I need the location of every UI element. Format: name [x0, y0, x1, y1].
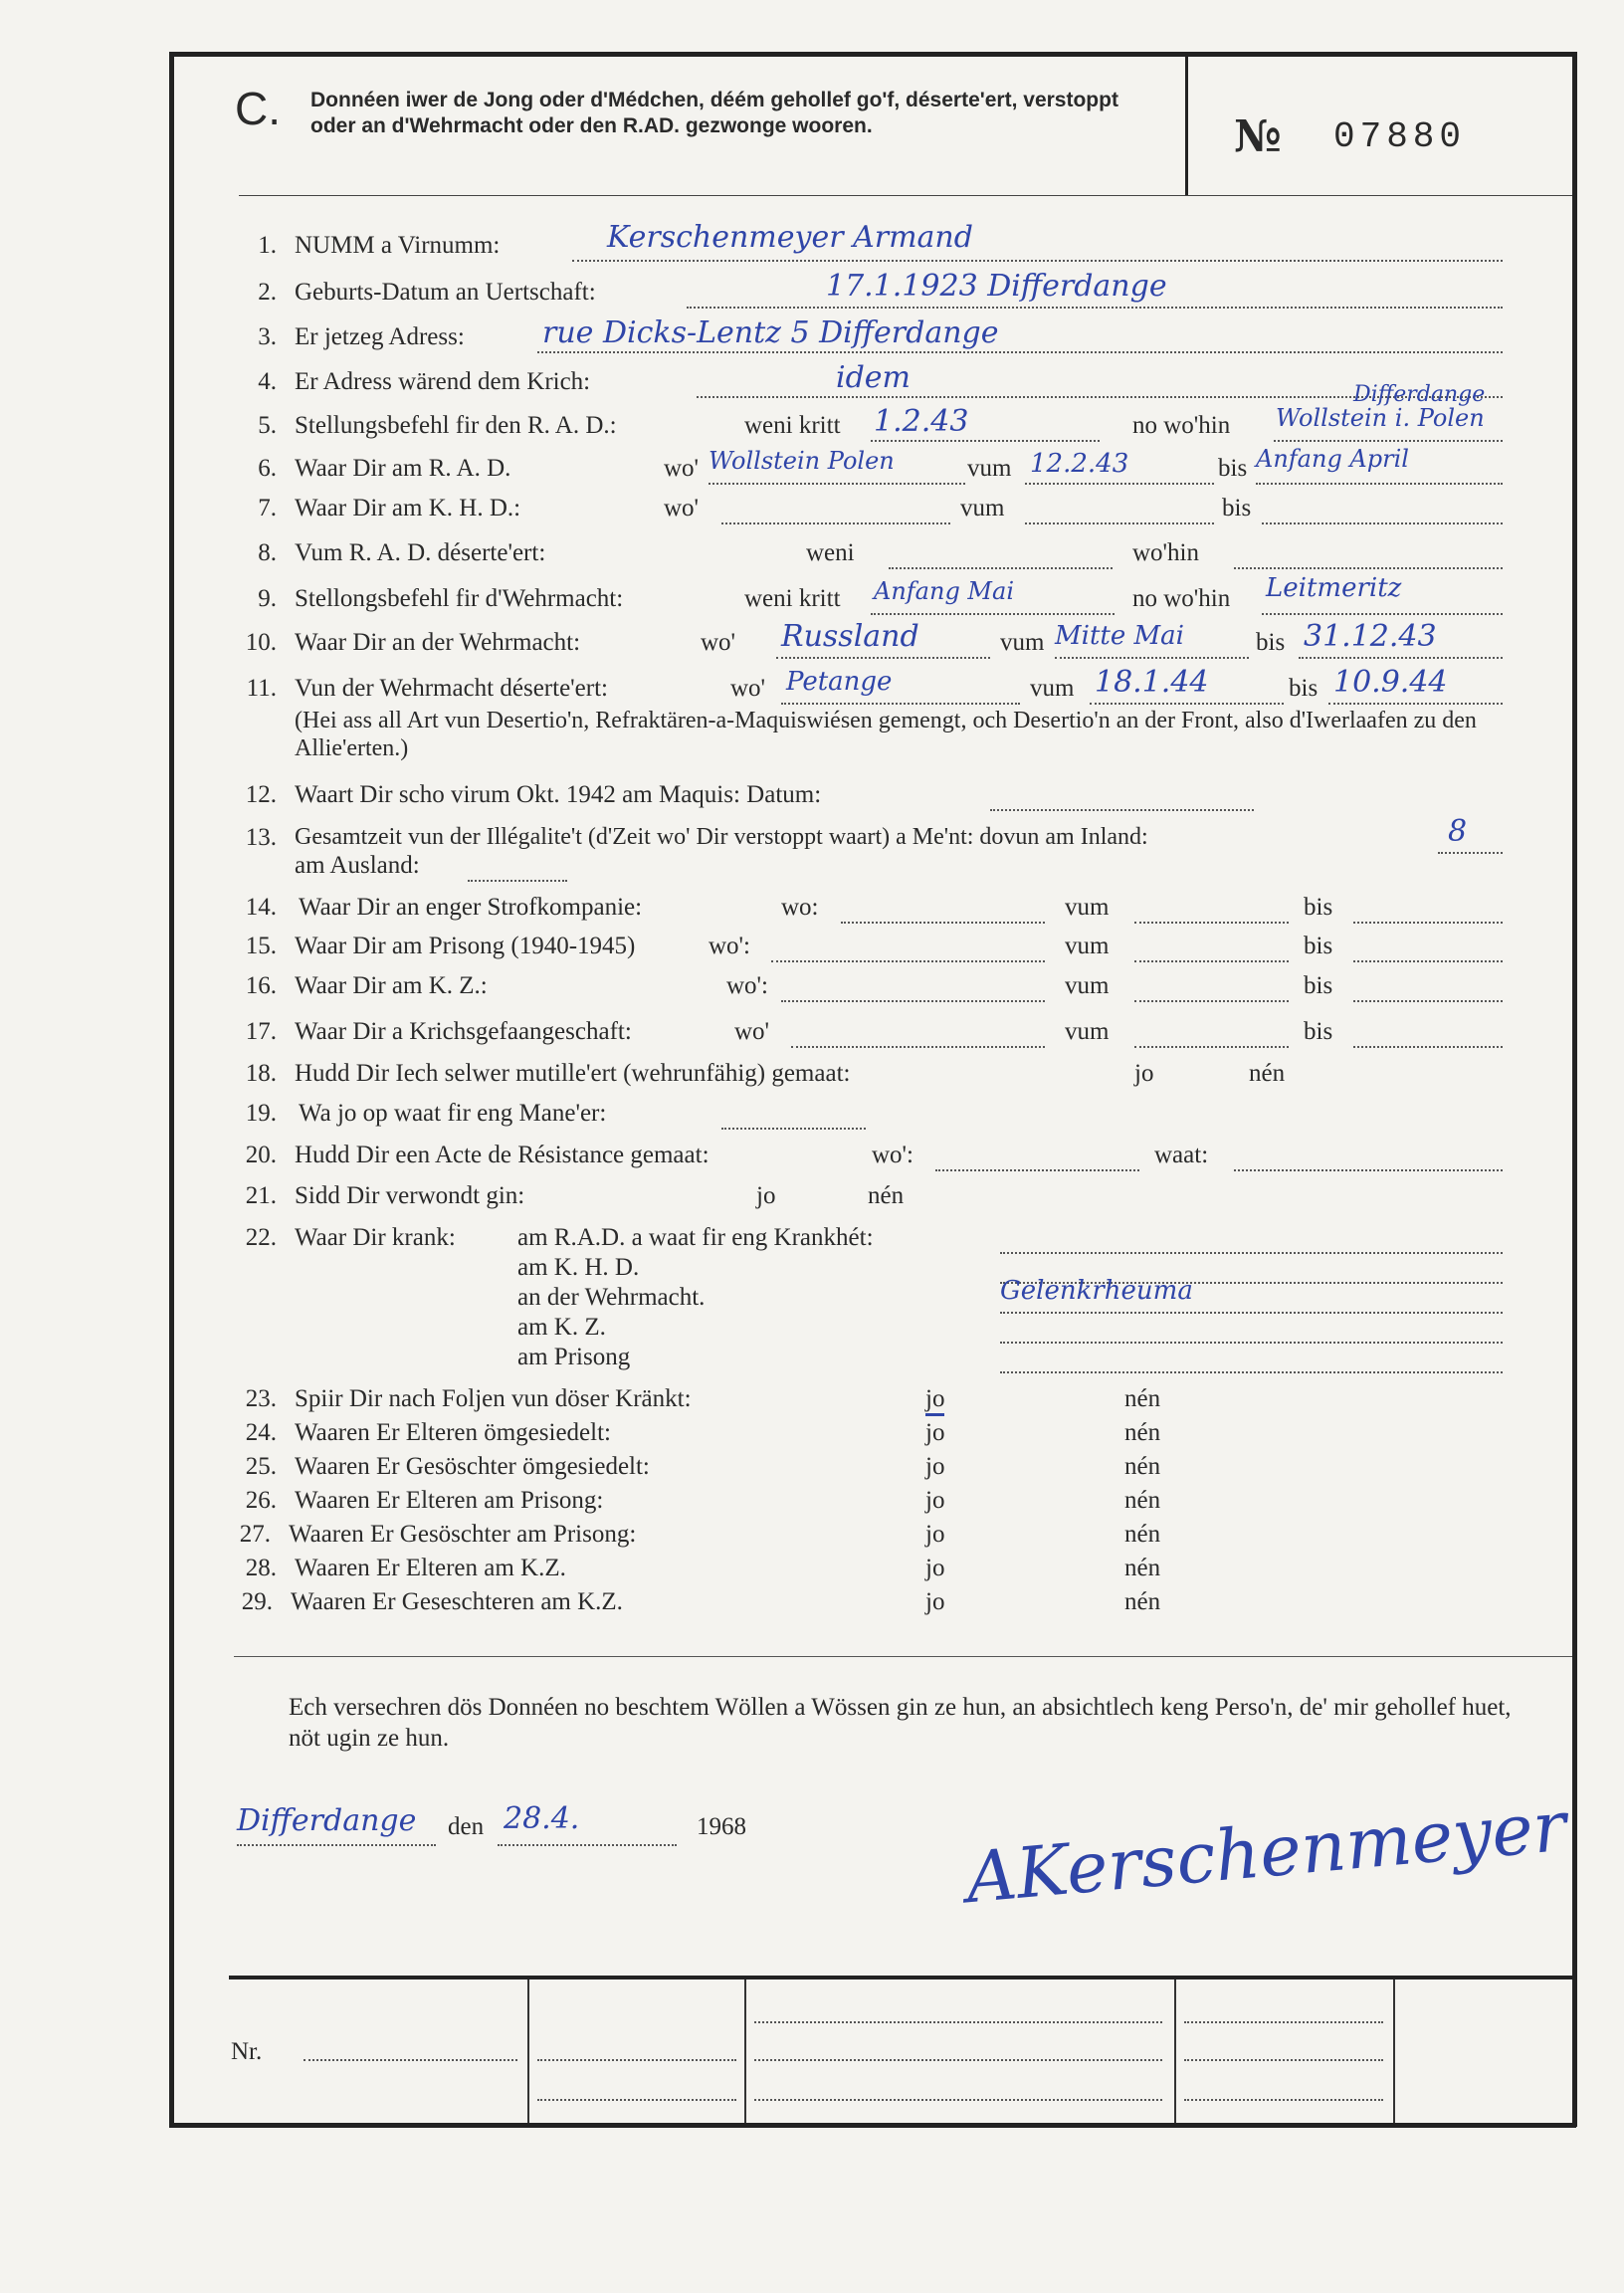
- question-6: [0, 445, 1624, 495]
- section-letter: C.: [235, 83, 281, 134]
- question-number: 25.: [245, 1453, 277, 1480]
- question-number: 11.: [246, 675, 277, 702]
- question-label: Geburts-Datum an Uertschaft:: [295, 279, 596, 306]
- footer-field[interactable]: [537, 2058, 736, 2061]
- question-15: [0, 933, 1624, 972]
- yes-option[interactable]: jo: [925, 1385, 944, 1416]
- number-label: №: [1234, 111, 1282, 162]
- question-number: 20.: [245, 1142, 277, 1168]
- question-label: Waaren Er Elteren am K.Z.: [295, 1555, 566, 1581]
- yes-option[interactable]: jo: [925, 1453, 945, 1480]
- answer-line[interactable]: [1328, 702, 1503, 705]
- question-label: Waaren Er Gesöschter ömgesiedelt:: [295, 1453, 650, 1480]
- footer-field[interactable]: [754, 2020, 1162, 2023]
- sub-label: weni kritt: [744, 412, 841, 439]
- no-option[interactable]: nén: [1124, 1521, 1161, 1548]
- question-19: [0, 1100, 1624, 1140]
- no-option[interactable]: nén: [1249, 1060, 1286, 1087]
- question-number: 29.: [241, 1588, 273, 1615]
- yes-option[interactable]: jo: [925, 1555, 945, 1581]
- answer-line[interactable]: [1234, 1168, 1503, 1171]
- header-divider: [1185, 57, 1188, 196]
- question-label: Spiir Dir nach Foljen vun döser Kränkt:: [295, 1385, 692, 1412]
- answer-line[interactable]: [1000, 1370, 1503, 1373]
- question-29: [0, 1588, 1624, 1628]
- answer-line[interactable]: [1234, 566, 1503, 569]
- handwritten-answer: Gelenkrheuma: [1000, 1276, 1193, 1306]
- sub-label: bis: [1304, 972, 1333, 999]
- nr-field[interactable]: [304, 2058, 517, 2061]
- question-number: 18.: [245, 1060, 277, 1087]
- question-label: Sidd Dir verwondt gin:: [295, 1182, 525, 1209]
- answer-line[interactable]: [776, 656, 990, 659]
- question-7: [0, 495, 1624, 534]
- sub-label: wo': [664, 495, 700, 521]
- declaration-statement: Ech versechren dös Donnéen no beschtem Wöllen a Wössen gin ze hun, an absichtlech keng Perso'n, de' mir gehollef huet, nöt ugin ze hun.: [289, 1694, 1512, 1752]
- question-number: 3.: [258, 323, 277, 350]
- answer-line[interactable]: [791, 1045, 1045, 1048]
- answer-line[interactable]: [721, 521, 950, 524]
- footer-field[interactable]: [754, 2098, 1162, 2101]
- question-number: 21.: [245, 1182, 277, 1209]
- answer-line[interactable]: [781, 999, 1045, 1002]
- sub-label: waat:: [1154, 1142, 1209, 1168]
- sub-label: bis: [1289, 675, 1319, 702]
- question-label: Waaren Er Elteren ömgesiedelt:: [295, 1419, 611, 1446]
- question-1: [0, 220, 1624, 272]
- question-label: Hudd Dir een Acte de Résistance gemaat:: [295, 1142, 710, 1168]
- footer-col-divider: [527, 1980, 529, 2123]
- question-label: Waar Dir krank:: [295, 1224, 456, 1251]
- question-label: Waart Dir scho virum Okt. 1942 am Maquis: Datum:: [295, 781, 822, 808]
- answer-line[interactable]: [1353, 921, 1503, 924]
- handwritten-answer: idem: [836, 360, 911, 395]
- question-14: [0, 894, 1624, 934]
- question-number: 12.: [245, 781, 277, 808]
- sub-label: wo':: [726, 972, 769, 999]
- signature: AKerschenmeyer: [962, 1784, 1570, 1920]
- question-number: 4.: [258, 368, 277, 395]
- handwritten-answer: 10.9.44: [1333, 665, 1448, 700]
- sub-label: vum: [967, 455, 1012, 482]
- yes-option[interactable]: jo: [925, 1419, 945, 1446]
- sub-label: bis: [1304, 1018, 1333, 1045]
- question-number: 22.: [245, 1224, 277, 1251]
- sub-label: am Prisong: [517, 1344, 631, 1370]
- question-label: Waar Dir an enger Strofkompanie:: [299, 894, 643, 921]
- answer-line[interactable]: [1134, 999, 1289, 1002]
- question-number: 17.: [245, 1018, 277, 1045]
- question-12: [0, 781, 1624, 821]
- den-label: den: [448, 1813, 485, 1840]
- sub-label: vum: [1000, 629, 1045, 656]
- question-number: 7.: [258, 495, 277, 521]
- answer-line[interactable]: [1134, 959, 1289, 962]
- sub-label: no wo'hin: [1132, 585, 1231, 612]
- answer-line[interactable]: [1134, 1045, 1289, 1048]
- sub-label: bis: [1304, 894, 1333, 921]
- sub-label: wo': [730, 675, 766, 702]
- year-label: 1968: [697, 1813, 746, 1840]
- footer-col-divider: [1393, 1980, 1395, 2123]
- question-label: Waar Dir an der Wehrmacht:: [295, 629, 581, 656]
- question-label: Waaren Er Gesöschter am Prisong:: [289, 1521, 637, 1548]
- no-option[interactable]: nén: [868, 1182, 905, 1209]
- question-16: [0, 972, 1624, 1012]
- handwritten-answer: 17.1.1923 Differdange: [826, 269, 1167, 304]
- question-number: 14.: [245, 894, 277, 921]
- answer-line[interactable]: [841, 921, 1045, 924]
- question-22-prisong: [0, 1344, 1624, 1383]
- sub-label: am K. Z.: [517, 1314, 606, 1341]
- yes-option[interactable]: jo: [756, 1182, 776, 1209]
- answer-line[interactable]: [1299, 656, 1503, 659]
- answer-line[interactable]: [468, 879, 567, 882]
- question-label: Stellongsbefehl fir d'Wehrmacht:: [295, 585, 624, 612]
- question-number: 23.: [245, 1385, 277, 1412]
- yes-option[interactable]: jo: [925, 1588, 945, 1615]
- answer-line[interactable]: [537, 350, 1503, 353]
- footer-field[interactable]: [1184, 2098, 1383, 2101]
- handwritten-date: 28.4.: [504, 1801, 580, 1836]
- question-3: [0, 315, 1624, 363]
- question-18: [0, 1060, 1624, 1100]
- question-label: Er Adress wärend dem Krich:: [295, 368, 591, 395]
- header-rule: [239, 195, 1572, 196]
- question-label: Vun der Wehrmacht déserte'ert:: [295, 675, 608, 702]
- no-option[interactable]: nén: [1124, 1487, 1161, 1514]
- question-number: 6.: [258, 455, 277, 482]
- footer-field[interactable]: [537, 2098, 736, 2101]
- handwritten-answer: 18.1.44: [1095, 665, 1209, 700]
- place-line[interactable]: [237, 1843, 436, 1846]
- answer-line[interactable]: [1353, 999, 1503, 1002]
- question-number: 27.: [239, 1521, 271, 1548]
- question-21: [0, 1182, 1624, 1222]
- sub-label: vum: [1030, 675, 1075, 702]
- sub-label: vum: [1065, 933, 1110, 959]
- sub-label: bis: [1218, 455, 1248, 482]
- question-label: Waar Dir am Prisong (1940-1945): [295, 933, 636, 959]
- answer-line[interactable]: [1262, 521, 1503, 524]
- question-17: [0, 1018, 1624, 1058]
- nr-label: Nr.: [231, 2038, 263, 2065]
- answer-line[interactable]: [1262, 612, 1503, 615]
- question-label: Gesamtzeit vun der Illégalite't (d'Zeit wo' Dir verstoppt waart) a Me'nt: dovun am Inland:: [295, 824, 1148, 850]
- answer-line[interactable]: [1353, 1045, 1503, 1048]
- handwritten-answer: 1.2.43: [874, 404, 969, 439]
- sub-label: bis: [1256, 629, 1286, 656]
- answer-line[interactable]: [889, 566, 1113, 569]
- date-line[interactable]: [498, 1843, 677, 1846]
- answer-line[interactable]: [687, 306, 1503, 309]
- answer-line[interactable]: [771, 959, 1045, 962]
- sub-label: wo':: [709, 933, 751, 959]
- question-11-note: (Hei ass all Art vun Desertio'n, Refraktären-a-Maquiswiésen gemengt, och Desertio'n an der Front, also d'Iwerlaafen zu den Allie'erten.): [295, 708, 1477, 761]
- answer-line[interactable]: [1134, 921, 1289, 924]
- sub-label: wo': [701, 629, 736, 656]
- footer-col-divider: [744, 1980, 746, 2123]
- handwritten-answer: Mitte Mai: [1055, 621, 1184, 651]
- question-number: 26.: [245, 1487, 277, 1514]
- question-label: Waar Dir am K. H. D.:: [295, 495, 521, 521]
- question-number: 1.: [258, 232, 277, 259]
- sub-label: wo':: [872, 1142, 914, 1168]
- answer-line[interactable]: [1025, 482, 1214, 485]
- question-label: Hudd Dir Iech selwer mutille'ert (wehrunfähig) gemaat:: [295, 1060, 851, 1087]
- frame-border-bottom: [169, 2123, 1576, 2128]
- footer-col-divider: [1174, 1980, 1176, 2123]
- form-number: 07880: [1333, 116, 1467, 157]
- no-option[interactable]: nén: [1124, 1588, 1161, 1615]
- sub-label: bis: [1222, 495, 1252, 521]
- handwritten-answer: Russland: [781, 619, 919, 654]
- handwritten-answer: 31.12.43: [1304, 619, 1437, 654]
- answer-line[interactable]: [1090, 702, 1284, 705]
- question-number: 2.: [258, 279, 277, 306]
- sub-label: vum: [960, 495, 1005, 521]
- question-number: 19.: [245, 1100, 277, 1127]
- section-separator: [234, 1656, 1572, 1657]
- handwritten-place: Differdange: [237, 1803, 417, 1838]
- no-option[interactable]: nén: [1124, 1555, 1161, 1581]
- question-label: am Ausland:: [295, 852, 420, 879]
- answer-line[interactable]: [709, 482, 965, 485]
- question-10: [0, 619, 1624, 669]
- question-label: Waar Dir a Krichsgefaangeschaft:: [295, 1018, 632, 1045]
- question-number: 15.: [245, 933, 277, 959]
- handwritten-answer: Petange: [786, 667, 893, 697]
- sub-label: wo:: [781, 894, 819, 921]
- handwritten-answer: Wollstein Polen: [709, 447, 895, 475]
- sub-label: am R.A.D. a waat fir eng Krankhét:: [517, 1224, 874, 1251]
- answer-line[interactable]: [871, 612, 1115, 615]
- sub-label: no wo'hin: [1132, 412, 1231, 439]
- yes-option[interactable]: jo: [925, 1487, 945, 1514]
- handwritten-answer: Wollstein i. Polen: [1276, 404, 1485, 432]
- sub-label: weni kritt: [744, 585, 841, 612]
- question-label: NUMM a Virnumm:: [295, 232, 501, 259]
- answer-line[interactable]: [721, 1127, 866, 1130]
- handwritten-answer: Kerschenmeyer Armand: [607, 220, 973, 255]
- question-number: 5.: [258, 412, 277, 439]
- handwritten-answer: Anfang April: [1256, 445, 1409, 473]
- answer-line[interactable]: [1274, 439, 1503, 442]
- question-label: Waaren Er Elteren am Prisong:: [295, 1487, 604, 1514]
- sub-label: wo': [734, 1018, 770, 1045]
- footer-field[interactable]: [1184, 2020, 1383, 2023]
- sub-label: vum: [1065, 1018, 1110, 1045]
- question-number: 13.: [245, 824, 277, 851]
- question-number: 28.: [245, 1555, 277, 1581]
- form-title: Donnéen iwer de Jong oder d'Médchen, déém gehollef go'f, déserte'ert, verstoppt oder an d'Wehrmacht oder den R.AD. gezwonge wooren.: [310, 89, 1118, 137]
- question-number: 24.: [245, 1419, 277, 1446]
- answer-line[interactable]: [990, 808, 1254, 811]
- handwritten-answer: Leitmeritz: [1266, 573, 1402, 603]
- answer-line[interactable]: [572, 259, 1503, 262]
- footer-field[interactable]: [1184, 2058, 1383, 2061]
- question-number: 16.: [245, 972, 277, 999]
- footer-field[interactable]: [754, 2058, 1162, 2061]
- handwritten-note: Differdange: [1353, 382, 1486, 407]
- answer-line[interactable]: [1256, 482, 1503, 485]
- sub-label: vum: [1065, 972, 1110, 999]
- answer-line[interactable]: [1055, 656, 1249, 659]
- question-label: Wa jo op waat fir eng Mane'er:: [299, 1100, 607, 1127]
- question-label: Stellungsbefehl fir den R. A. D.:: [295, 412, 617, 439]
- no-option[interactable]: nén: [1124, 1453, 1161, 1480]
- answer-line[interactable]: [935, 1168, 1139, 1171]
- question-label: Vum R. A. D. déserte'ert:: [295, 539, 546, 566]
- question-label: Waar Dir am K. Z.:: [295, 972, 488, 999]
- question-number: 8.: [258, 539, 277, 566]
- question-number: 10.: [245, 629, 277, 656]
- handwritten-answer: 8: [1448, 814, 1468, 849]
- question-2: [0, 269, 1624, 318]
- yes-option[interactable]: jo: [1134, 1060, 1154, 1087]
- answer-line[interactable]: [1353, 959, 1503, 962]
- no-option[interactable]: nén: [1124, 1419, 1161, 1446]
- sub-label: weni: [806, 539, 855, 566]
- question-13-line-2: [0, 852, 1624, 892]
- footer-table-top: [229, 1976, 1572, 1980]
- yes-option[interactable]: jo: [925, 1521, 945, 1548]
- handwritten-answer: 12.2.43: [1030, 449, 1129, 479]
- question-number: 9.: [258, 585, 277, 612]
- question-20: [0, 1142, 1624, 1181]
- question-label: Waaren Er Geseschteren am K.Z.: [291, 1588, 623, 1615]
- sub-label: wo'hin: [1132, 539, 1200, 566]
- answer-line[interactable]: [871, 439, 1100, 442]
- question-label: Er jetzeg Adress:: [295, 323, 465, 350]
- handwritten-answer: Anfang Mai: [874, 577, 1014, 605]
- handwritten-answer: rue Dicks-Lentz 5 Differdange: [542, 315, 999, 350]
- sub-label: wo': [664, 455, 700, 482]
- sub-label: am K. H. D.: [517, 1254, 640, 1281]
- frame-border-top: [169, 52, 1576, 57]
- answer-line[interactable]: [1025, 521, 1214, 524]
- answer-line[interactable]: [781, 702, 1020, 705]
- sub-label: an der Wehrmacht.: [517, 1284, 706, 1311]
- sub-label: vum: [1065, 894, 1110, 921]
- sub-label: bis: [1304, 933, 1333, 959]
- question-label: Waar Dir am R. A. D.: [295, 455, 511, 482]
- no-option[interactable]: nén: [1124, 1385, 1161, 1412]
